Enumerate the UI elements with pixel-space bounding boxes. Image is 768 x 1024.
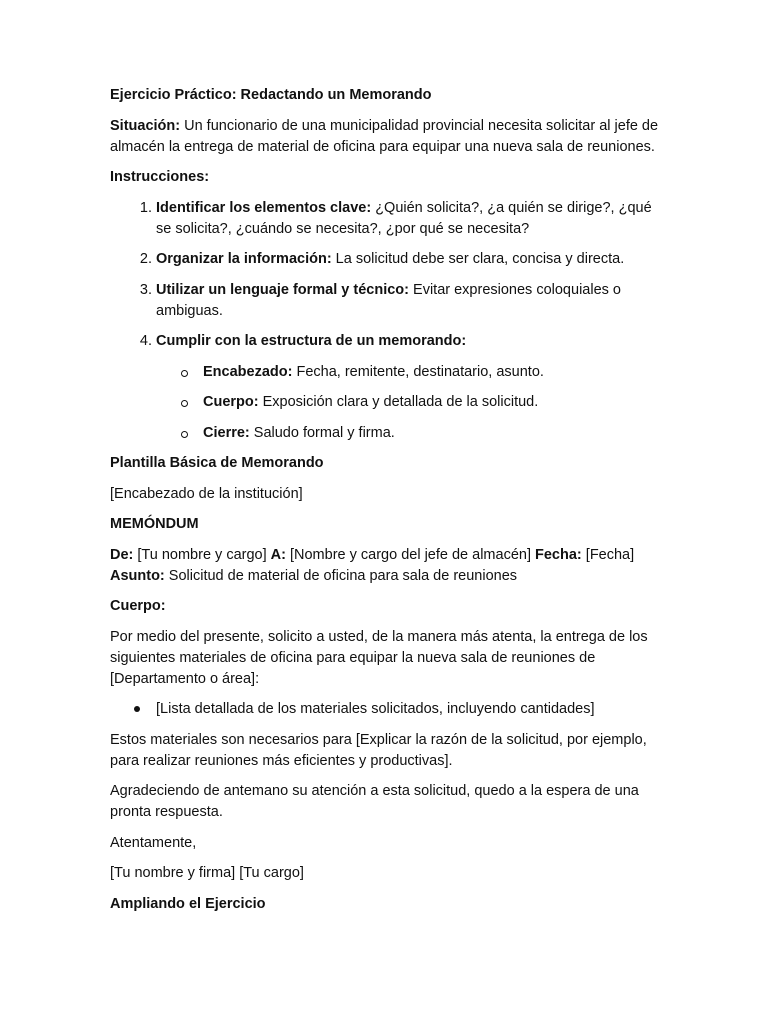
closing-text: Atentamente, — [110, 834, 197, 851]
body-heading: Cuerpo: — [110, 598, 166, 614]
a-value: [Nombre y cargo del jefe de almacén] — [285, 546, 536, 563]
instruction-item — [156, 198, 665, 240]
instruction-text: ¿Quién solicita?, ¿a quién se dirige?, ¿qué se solicita?, ¿cuándo se necesita?, ¿por qué se necesita? — [156, 199, 652, 237]
instruction-item — [156, 331, 665, 444]
materials-item — [156, 699, 665, 720]
bullet-icon — [134, 706, 140, 712]
instructions-heading: Instrucciones: — [110, 169, 210, 185]
structure-label: Cierre: — [203, 424, 250, 441]
asunto-label: Asunto: — [110, 567, 165, 584]
instruction-label: Cumplir con la estructura de un memorando: — [156, 333, 467, 349]
structure-text: Fecha, remitente, destinatario, asunto. — [292, 363, 544, 380]
structure-text: Saludo formal y firma. — [249, 424, 395, 441]
fecha-label: Fecha: — [535, 546, 582, 563]
situation-label: Situación: — [110, 117, 181, 134]
institution-header: [Encabezado de la institución] — [110, 485, 303, 502]
structure-label: Encabezado: — [203, 363, 293, 380]
instructions-list — [110, 198, 665, 444]
instruction-text: La solicitud debe ser clara, concisa y directa. — [331, 251, 625, 267]
memo-header — [110, 545, 665, 587]
instruction-text: Evitar expresiones coloquiales o ambiguas. — [156, 281, 621, 319]
page-title: Ejercicio Práctico: Redactando un Memorando — [110, 87, 432, 103]
de-label: De: — [110, 546, 134, 563]
signature-line: [Tu nombre y firma] [Tu cargo] — [110, 865, 304, 881]
instruction-label: Utilizar un lenguaje formal y técnico: — [156, 281, 409, 298]
a-label: A: — [270, 546, 286, 563]
instruction-item — [156, 249, 665, 270]
materials-item-text: [Lista detallada de los materiales solicitados, incluyendo cantidades] — [156, 701, 595, 717]
structure-text: Exposición clara y detallada de la solicitud. — [258, 394, 539, 410]
de-value: [Tu nombre y cargo] — [133, 546, 271, 563]
document-content — [110, 85, 665, 924]
body-paragraph: Por medio del presente, solicito a usted, de la manera más atenta, la entrega de los siguientes materiales de oficina para equipar la nueva sala de reuniones de [Departamento o área]: — [110, 628, 648, 687]
structure-item — [203, 362, 665, 383]
structure-label: Cuerpo: — [203, 394, 259, 410]
extend-heading: Ampliando el Ejercicio — [110, 895, 266, 912]
structure-item — [203, 423, 665, 444]
fecha-value: [Fecha] — [581, 546, 635, 563]
reason-paragraph: Estos materiales son necesarios para [Explicar la razón de la solicitud, por ejemplo, para realizar reuniones más eficientes y productivas]. — [110, 731, 647, 769]
hollow-bullet-icon — [181, 431, 188, 438]
instruction-item — [156, 280, 665, 322]
situation-paragraph — [110, 116, 665, 158]
materials-list — [110, 699, 665, 720]
memo-title: MEMÓNDUM — [110, 516, 199, 532]
hollow-bullet-icon — [181, 400, 188, 407]
instruction-label: Organizar la información: — [156, 251, 332, 267]
situation-text: Un funcionario de una municipalidad provincial necesita solicitar al jefe de almacén la entrega de material de oficina para equipar una nueva sala de reuniones. — [110, 117, 659, 155]
instruction-label: Identificar los elementos clave: — [156, 199, 372, 216]
asunto-value: Solicitud de material de oficina para sala de reuniones — [164, 567, 518, 584]
template-heading: Plantilla Básica de Memorando — [110, 455, 324, 471]
hollow-bullet-icon — [181, 370, 188, 377]
structure-item — [203, 392, 665, 413]
structure-list — [156, 362, 665, 444]
thanks-paragraph: Agradeciendo de antemano su atención a esta solicitud, quedo a la espera de una pronta respuesta. — [110, 783, 639, 820]
